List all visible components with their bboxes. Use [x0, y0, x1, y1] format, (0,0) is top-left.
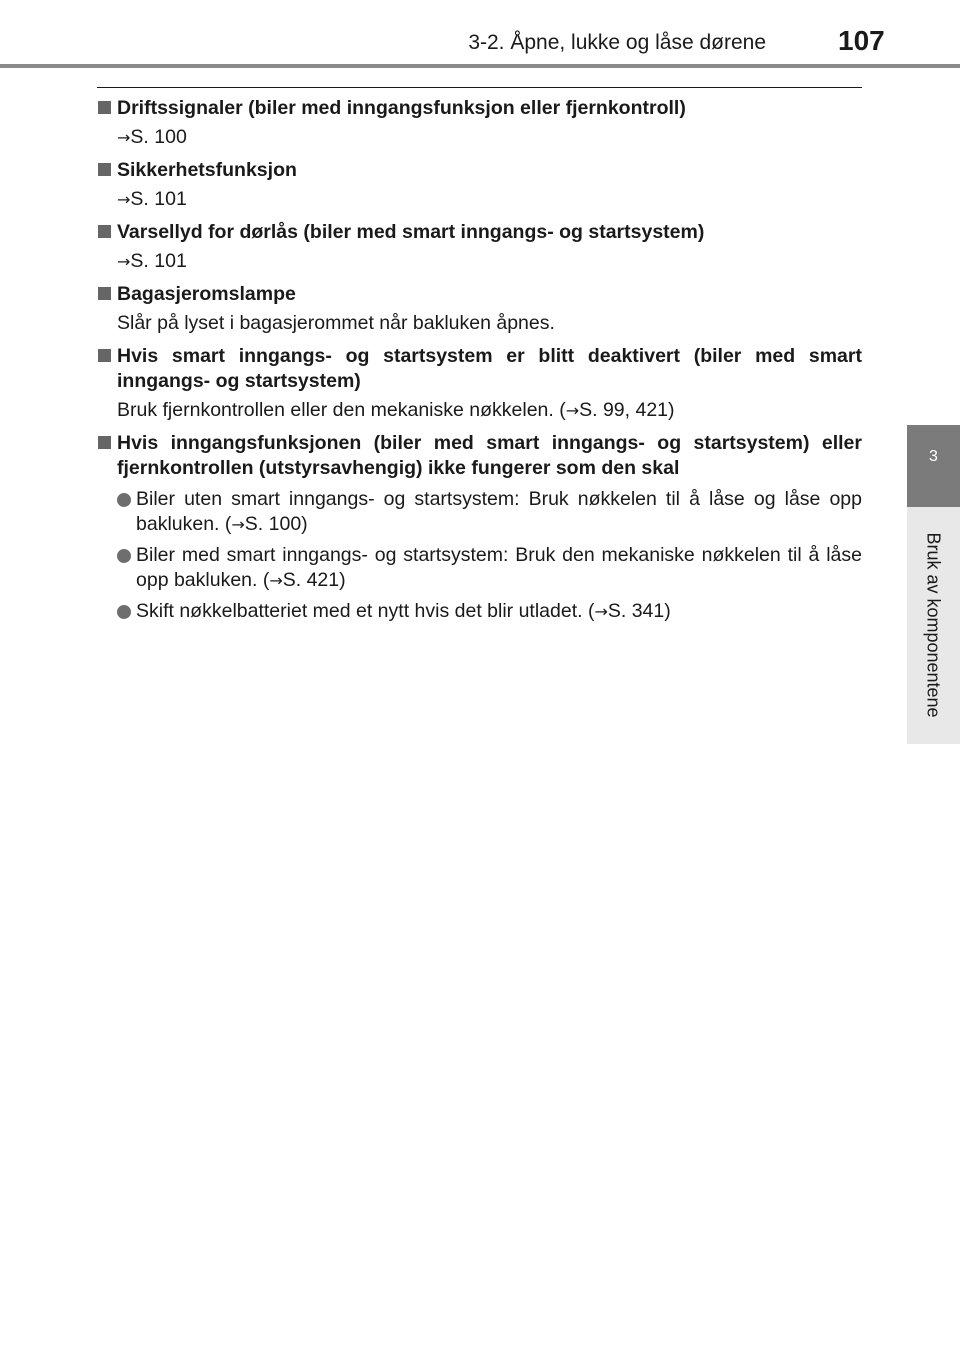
section-bullet-square	[98, 287, 111, 300]
section-bullet-square	[98, 349, 111, 362]
reference-text: S. 100	[130, 126, 187, 148]
list-item-text: Skift nøkkelbatteriet med et nytt hvis det blir utladet. (	[136, 600, 595, 622]
section-title: Varsellyd for dørlås (biler med smart inngangs- og startsystem)	[117, 221, 705, 243]
page-header	[0, 0, 960, 72]
page-reference	[117, 187, 862, 212]
section-body: Slår på lyset i bagasjerommet når bakluken åpnes.	[117, 312, 555, 334]
page-content	[98, 96, 862, 632]
section-title: Hvis smart inngangs- og startsystem er blitt deaktivert (biler med smart inngangs- og startsystem)	[117, 345, 862, 392]
section-title: Driftssignaler (biler med inngangsfunksjon eller fjernkontroll)	[117, 97, 686, 119]
section-security	[98, 158, 862, 212]
reference-text: S. 101	[130, 188, 187, 210]
content-divider	[97, 87, 862, 88]
page-reference	[117, 125, 862, 150]
bullet-dot	[117, 493, 131, 507]
section-bullet-square	[98, 101, 111, 114]
reference-text: S. 341)	[607, 600, 671, 622]
reference-text: S. 101	[130, 250, 187, 272]
reference-text: S. 421)	[282, 569, 346, 591]
page-reference	[117, 249, 862, 274]
arrow-icon: →	[117, 190, 131, 209]
list-item-text: Biler med smart inngangs- og startsystem: Bruk den mekaniske nøkkelen til å låse opp bakluken. (	[136, 544, 862, 591]
list-item	[117, 599, 862, 624]
section-trunk-light	[98, 282, 862, 336]
section-title: Bagasjeromslampe	[117, 283, 296, 305]
section-door-lock-buzzer	[98, 220, 862, 274]
section-title: Hvis inngangsfunksjonen (biler med smart inngangs- og startsystem) eller fjernkontrollen (utstyrsavhengig) ikke fungerer som den skal	[117, 432, 862, 479]
body-text: Bruk fjernkontrollen eller den mekaniske nøkkelen. (	[117, 399, 566, 421]
page-number: 107	[838, 25, 885, 56]
section-entry-function-failure	[98, 431, 862, 624]
section-bullet-square	[98, 436, 111, 449]
arrow-icon: →	[117, 128, 131, 147]
arrow-icon: →	[594, 602, 608, 621]
arrow-icon: →	[269, 571, 283, 590]
chapter-label: Bruk av komponentene	[923, 532, 944, 718]
section-body	[117, 398, 862, 423]
chapter-number: 3	[929, 448, 938, 465]
list-item	[117, 543, 862, 593]
reference-text: S. 99, 421)	[579, 399, 675, 421]
arrow-icon: →	[231, 515, 245, 534]
section-drift-signals	[98, 96, 862, 150]
section-bullet-square	[98, 163, 111, 176]
arrow-icon: →	[565, 401, 580, 420]
section-title: Sikkerhetsfunksjon	[117, 159, 297, 181]
section-smart-system-deactivated	[98, 344, 862, 423]
header-rule	[0, 64, 960, 68]
list-item	[117, 487, 862, 537]
section-bullet-square	[98, 225, 111, 238]
arrow-icon: →	[117, 252, 131, 271]
bullet-dot	[117, 549, 131, 563]
reference-text: S. 100)	[244, 513, 308, 535]
list-item-text: Biler uten smart inngangs- og startsystem: Bruk nøkkelen til å låse og låse opp bakluken. (	[136, 488, 862, 535]
bullet-dot	[117, 605, 131, 619]
header-title: 3-2. Åpne, lukke og låse dørene	[468, 31, 766, 54]
chapter-tab	[907, 425, 960, 507]
